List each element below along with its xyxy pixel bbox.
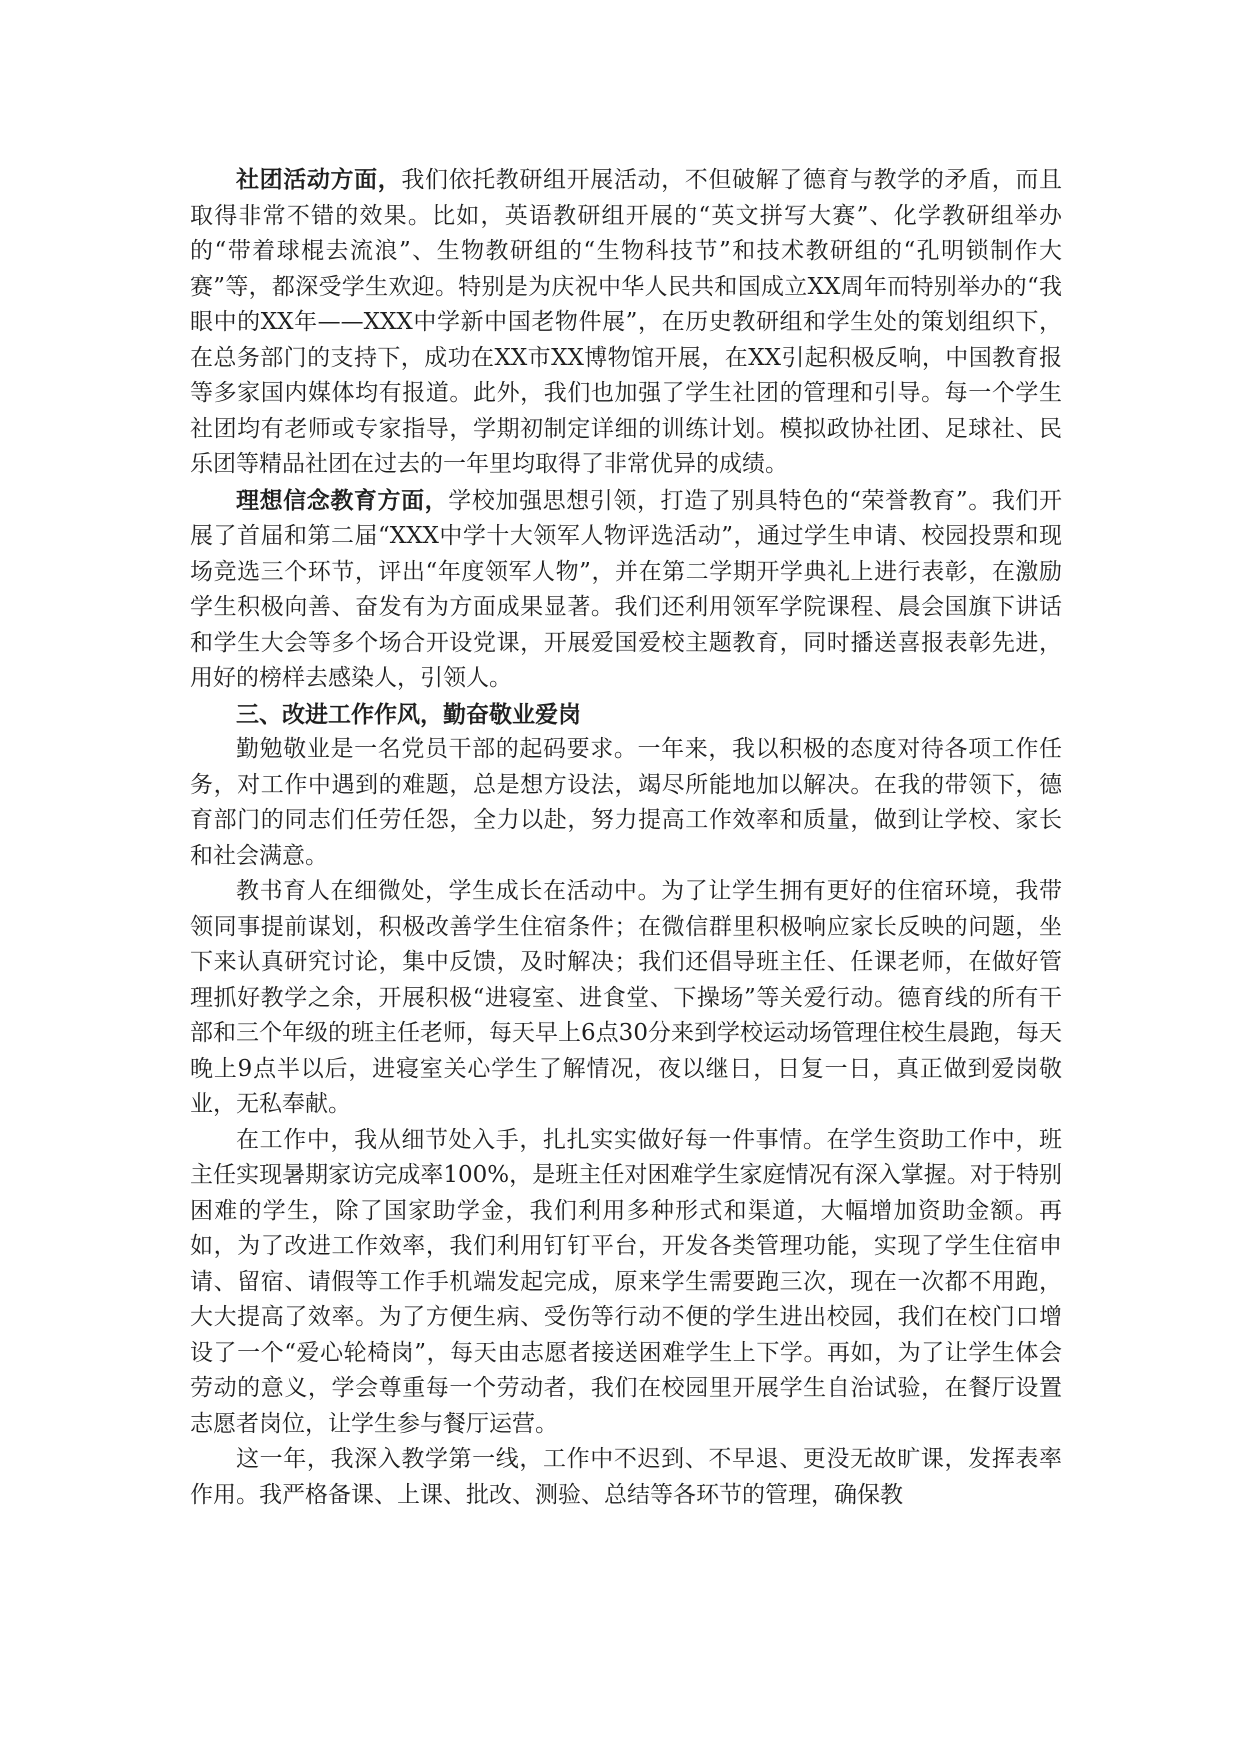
paragraph-details: 在工作中，我从细节处入手，扎扎实实做好每一件事情。在学生资助工作中，班主任实现暑期家访完成率100%，是班主任对困难学生家庭情况有深入掌握。对于特别困难的学生，除了国家助学金，我们利用多种形式和渠道，大幅增加资助金额。再如，为了改进工作效率，我们利用钉钉平台，开发各类管理功能，实现了学生住宿申请、留宿、请假等工作手机端发起完成，原来学生需要跑三次，现在一次都不用跑，大大提高了效率。为了方便生病、受伤等行动不便的学生进出校园，我们在校门口增设了一个“爱心轮椅岗”，每天由志愿者接送困难学生上下学。再如，为了让学生体会劳动的意义，学会尊重每一个劳动者，我们在校园里开展学生自治试验，在餐厅设置志愿者岗位，让学生参与餐厅运营。 [190, 1126, 1062, 1437]
paragraph-lead: 社团活动方面， [236, 166, 402, 193]
paragraph-text: 我们依托教研组开展活动，不但破解了德育与教学的矛盾，而且取得非常不错的效果。比如，英语教研组开展的“英文拼写大赛”、化学教研组举办的“带着球棍去流浪”、生物教研组的“生物科技节”和技术教研组的“孔明锁制作大赛”等，都深受学生欢迎。特别是为庆祝中华人民共和国成立XX周年而特别举办的“我眼中的XX年——XXX中学新中国老物件展”，在历史教研组和学生处的策划组织下，在总务部门的支持下，成功在XX市XX博物馆开展，在XX引起积极反响，中国教育报等多家国内媒体均有报道。此外，我们也加强了学生社团的管理和引导。每一个学生社团均有老师或专家指导，学期初制定详细的训练计划。模拟政协社团、足球社、民乐团等精品社团在过去的一年里均取得了非常优异的成绩。 [190, 167, 1063, 477]
paragraph-ideals-education [190, 483, 1062, 697]
section-heading: 三、改进工作作风，勤奋敬业爱岗 [236, 700, 581, 728]
paragraph-dedication: 勤勉敬业是一名党员干部的起码要求。一年来，我以积极的态度对待各项工作任务，对工作中遇到的难题，总是想方设法，竭尽所能地加以解决。在我的带领下，德育部门的同志们任劳任怨，全力以赴，努力提高工作效率和质量，做到让学校、家长和社会满意。 [190, 736, 1062, 869]
paragraph-club-activities [190, 162, 1062, 483]
paragraph-teaching: 这一年，我深入教学第一线，工作中不迟到、不早退、更没无故旷课，发挥表率作用。我严格备课、上课、批改、测验、总结等各环节的管理，确保教 [190, 1446, 1062, 1508]
paragraph-lead: 理想信念教育方面， [236, 486, 449, 514]
paragraph-text: 学校加强思想引领，打造了别具特色的“荣誉教育”。我们开展了首届和第二届“XXX中学十大领军人物评选活动”，通过学生申请、校园投票和现场竞选三个环节，评出“年度领军人物”，并在第二学期开学典礼上进行表彰，在激励学生积极向善、奋发有为方面成果显著。我们还利用领军学院课程、晨会国旗下讲话和学生大会等多个场合开设党课，开展爱国爱校主题教育，同时播送喜报表彰先进，用好的榜样去感染人，引领人。 [190, 487, 1062, 691]
paragraph-student-care: 教书育人在细微处，学生成长在活动中。为了让学生拥有更好的住宿环境，我带领同事提前谋划，积极改善学生住宿条件；在微信群里积极响应家长反映的问题，坐下来认真研究讨论，集中反馈，及时解决；我们还倡导班主任、任课老师，在做好管理抓好教学之余，开展积极“进寝室、进食堂、下操场”等关爱行动。德育线的所有干部和三个年级的班主任老师，每天早上6点30分来到学校运动场管理住校生晨跑，每天晚上9点半以后，进寝室关心学生了解情况，夜以继日，日复一日，真正做到爱岗敬业，无私奉献。 [190, 878, 1062, 1117]
document-body [190, 162, 1062, 1513]
